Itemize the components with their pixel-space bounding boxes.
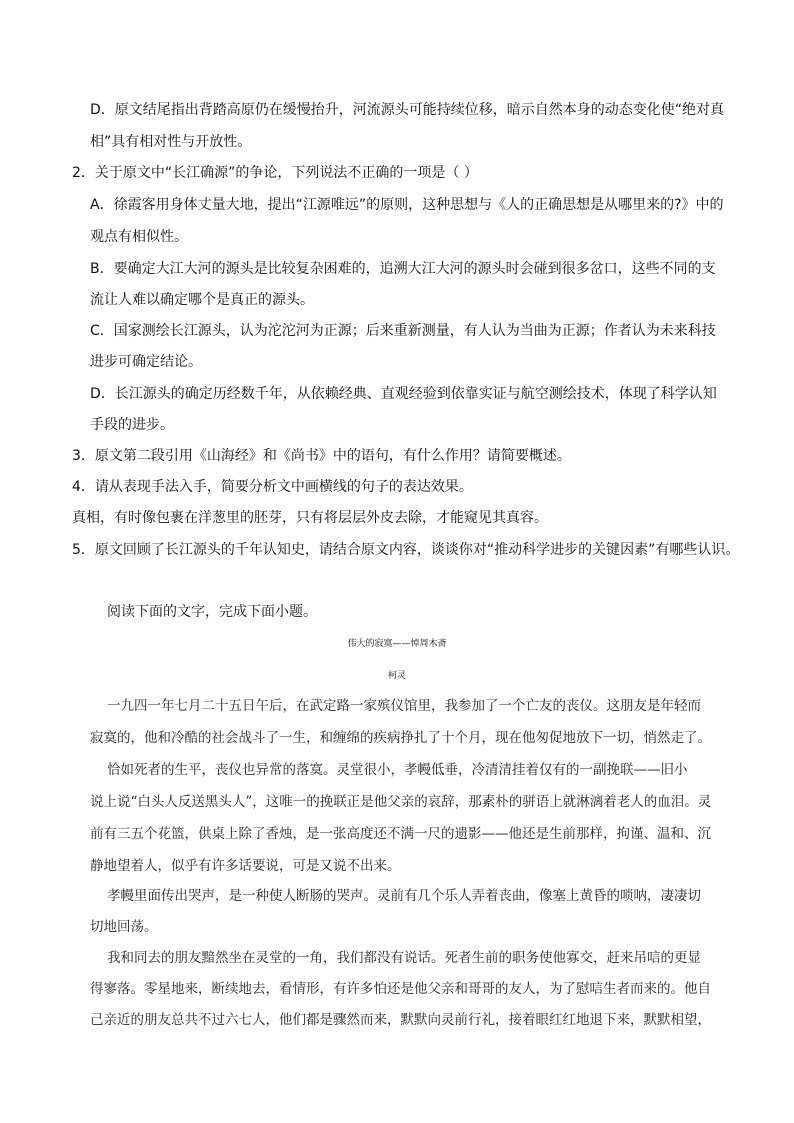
paragraph-2-line4: 静地望着人，似乎有许多话要说，可是又说不出来。 — [90, 858, 401, 874]
paragraph-1-line2: 寂寞的，他和冷酷的社会战斗了一生，和缠绵的疾病挣扎了十个月，现在他匆促地放下一切，悄然走了。 — [90, 730, 711, 746]
q2-option-c-line1: C．国家测绘长江源头，认为沱沱河为正源；后来重新测量，有人认为当曲为正源；作者认为未来科技 — [90, 323, 716, 339]
q2-option-b-line2: 流让人难以确定哪个是真正的源头。 — [90, 292, 314, 308]
paragraph-4-line2: 得寥落。零星地来，断续地去，看情形，有许多怕还是他父亲和哥哥的友人，为了慰唁生者而来的。他自 — [90, 981, 711, 997]
essay-author: 柯灵 — [387, 671, 406, 681]
paragraph-2-line1: 恰如死者的生平，丧仪也异常的落寞。灵堂很小，孝幔低垂，冷清清挂着仅有的一副挽联——旧小 — [107, 762, 688, 778]
q2-option-d-line1: D．长江源头的确定历经数千年，从依赖经典、直观经验到依靠实证与航空测绘技术，体现了科学认知 — [90, 386, 717, 402]
paragraph-3-line2: 切地回荡。 — [90, 919, 158, 935]
paragraph-1-line1: 一九四一年七月二十五日午后，在武定路一家殡仪馆里，我参加了一个亡友的丧仪。这朋友是年轻而 — [107, 698, 701, 714]
paragraph-4-line1: 我和同去的朋友黯然坐在灵堂的一角，我们都没有说话。死者生前的职务使他寡交，赶来吊唁的更显 — [107, 950, 701, 966]
paragraph-2-line2: 说上说“白头人反送黑头人”，这唯一的挽联正是他父亲的哀辞，那素朴的骈语上就淋漓着老人的血泪。灵 — [90, 794, 712, 810]
q2-option-c-line2: 进步可确定结论。 — [90, 354, 202, 370]
q2-option-a-line1: A．徐霞客用身体丈量大地，提出“江源唯远”的原则，这种思想与《人的正确思想是从哪里来的?》中的 — [90, 197, 724, 213]
reading-instruction: 阅读下面的文字，完成下面小题。 — [107, 604, 317, 620]
q1-option-d-line2: 相”具有相对性与开放性。 — [90, 134, 252, 150]
question-4-quote: 真相，有时像包裹在洋葱里的胚芽，只有将层层外皮去除，才能窥见其真容。 — [72, 510, 548, 526]
essay-title: 伟大的寂寞——悼周木斋 — [347, 639, 447, 649]
q1-option-d-line1: D．原文结尾指出背踏高原仍在缓慢抬升，河流源头可能持续位移，暗示自然本身的动态变化使“绝对真 — [90, 102, 725, 118]
question-5: 5．原文回顾了长江源头的千年认知史，请结合原文内容，谈谈你对“推动科学进步的关键因素”有哪些认识。 — [72, 542, 740, 558]
question-3: 3．原文第二段引用《山海经》和《尚书》中的语句，有什么作用？请简要概述。 — [72, 448, 571, 464]
q2-option-a-line2: 观点有相似性。 — [90, 229, 188, 245]
paragraph-4-line3: 己亲近的朋友总共不过六七人，他们都是骤然而来，默默向灵前行礼，接着眼红红地退下来，默默相望， — [90, 1012, 711, 1028]
q2-option-d-line2: 手段的进步。 — [90, 417, 174, 433]
question-2-stem: 2．关于原文中“长江确源”的争论，下列说法不正确的一项是（ ） — [72, 165, 478, 181]
paragraph-2-line3: 前有三五个花篮，供桌上除了香烛，是一张高度还不满一尺的遗影——他还是生前那样，拘谨、温和、沉 — [90, 826, 711, 842]
question-4: 4．请从表现手法入手，简要分析文中画横线的句子的表达效果。 — [72, 479, 473, 495]
paragraph-3-line1: 孝幔里面传出哭声，是一种使人断肠的哭声。灵前有几个乐人弄着丧曲，像塞上黄昏的唢呐，凄凄切 — [107, 888, 701, 904]
q2-option-b-line1: B．要确定大江大河的源头是比较复杂困难的，追溯大江大河的源头时会碰到很多岔口，这些不同的支 — [90, 261, 716, 277]
